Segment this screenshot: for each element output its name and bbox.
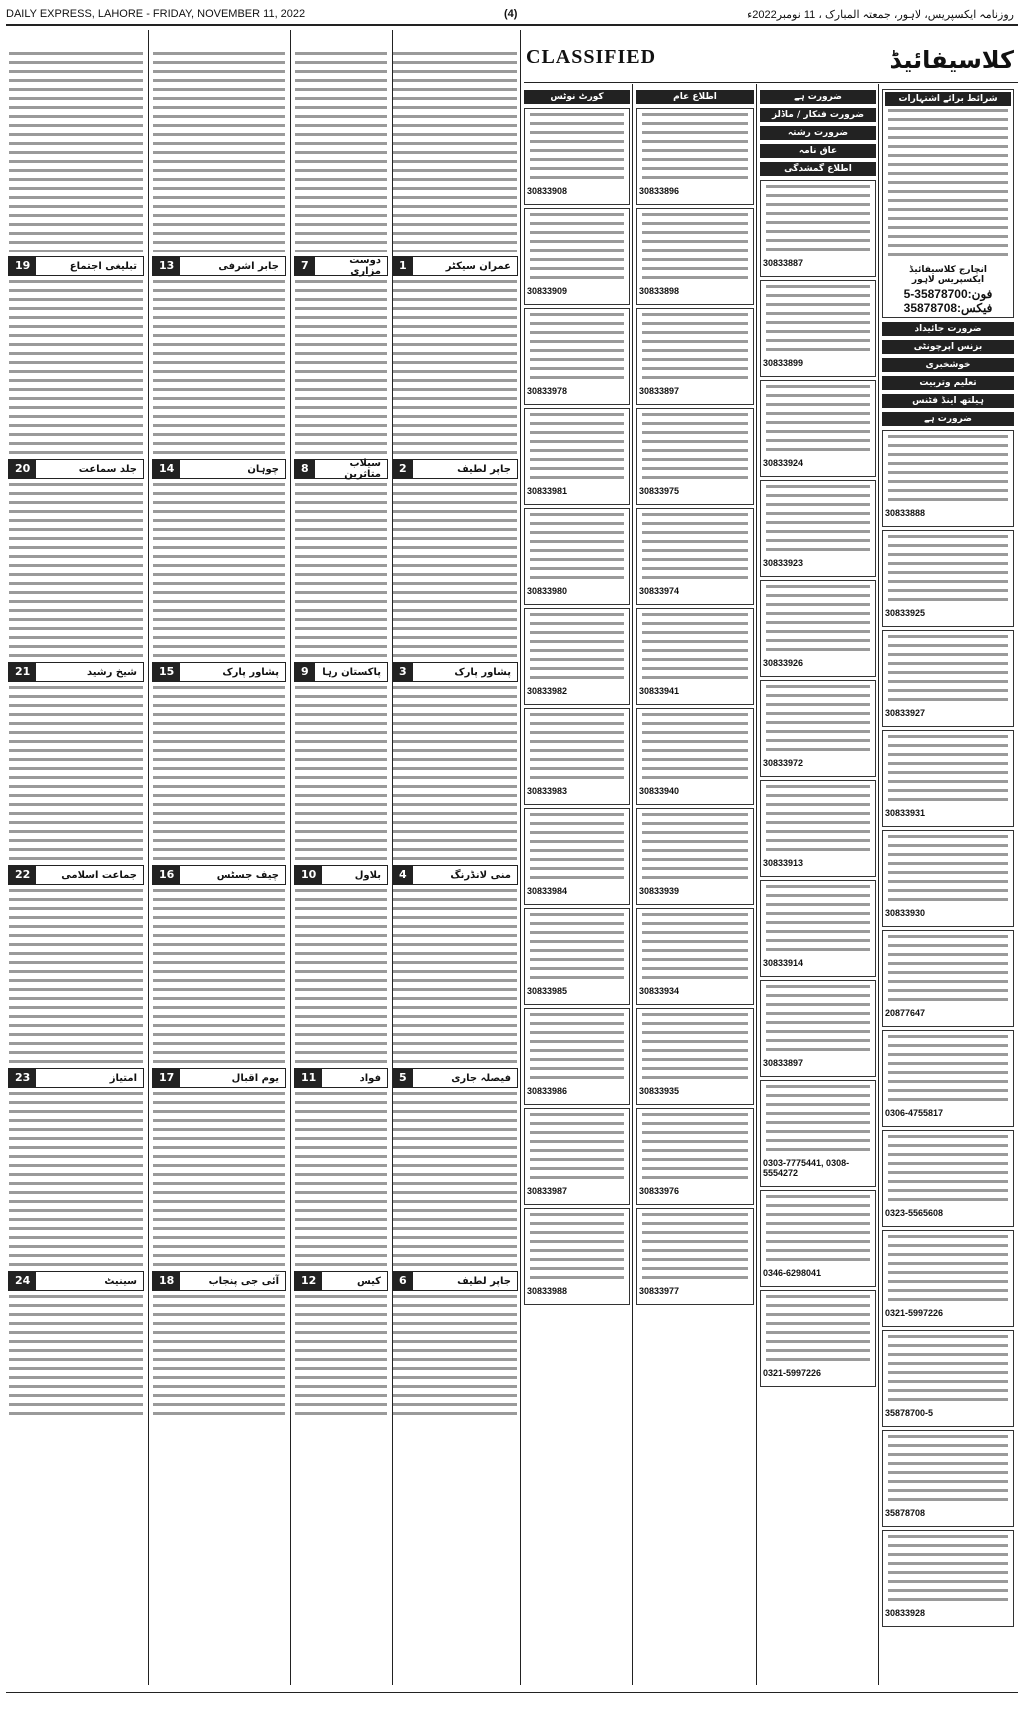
- ad-phone-number: 30833974: [639, 586, 680, 596]
- ad-phone-number: 30833983: [527, 786, 568, 796]
- classified-ad: [636, 508, 754, 605]
- section-number: 21: [9, 663, 36, 681]
- article-text: [642, 413, 748, 483]
- news-column-4: [6, 50, 146, 1685]
- ad-phone-number: 30833941: [639, 686, 680, 696]
- classified-ad: [882, 430, 1014, 527]
- section-number: 15: [153, 663, 180, 681]
- article-text: [9, 1092, 143, 1267]
- ad-phone-number: 30833935: [639, 1086, 680, 1096]
- article-text: [393, 1092, 517, 1267]
- ad-phone-number: 0323-5565608: [885, 1208, 944, 1218]
- article-text: [393, 686, 517, 861]
- section-title: جماعت اسلامی: [61, 869, 137, 881]
- article-text: [9, 280, 143, 455]
- ad-phone-number: 30833982: [527, 686, 568, 696]
- section-number: 16: [153, 866, 180, 884]
- ad-phone-number: 30833897: [639, 386, 680, 396]
- section-heading: [152, 865, 286, 885]
- article-text: [888, 1135, 1008, 1205]
- article-text: [642, 613, 748, 683]
- article-text: [766, 1085, 870, 1155]
- section-number: 14: [153, 460, 180, 478]
- classified-ad: [636, 1008, 754, 1105]
- section-title: فواد: [359, 1072, 381, 1084]
- classified-ad: [882, 930, 1014, 1027]
- col-sep-6: [756, 84, 757, 1685]
- article-text: [766, 885, 870, 955]
- section-number: 1: [393, 257, 413, 275]
- section-heading: [392, 459, 518, 479]
- classified-ad: [882, 730, 1014, 827]
- classified-ad: [882, 1330, 1014, 1427]
- section-heading: [8, 865, 144, 885]
- classified-ad: [636, 808, 754, 905]
- ad-phone-number: 30833931: [885, 808, 926, 818]
- ad-phone-number: 30833896: [639, 186, 680, 196]
- classified-ad: [760, 780, 876, 877]
- section-title: تبلیغی اجتماع: [69, 260, 137, 272]
- ad-phone-number: 0346-6298041: [763, 1268, 822, 1278]
- ads-column-1: [524, 86, 630, 1685]
- classified-ad: [636, 608, 754, 705]
- ad-category-heading: ضرورت ہے: [882, 412, 1014, 426]
- section-heading: [294, 1068, 388, 1088]
- section-number: 8: [295, 460, 315, 478]
- article-text: [766, 385, 870, 455]
- section-title: آئی جی پنجاب: [208, 1275, 279, 1287]
- section-number: 9: [295, 663, 315, 681]
- ad-category-heading: کورٹ نوٹس: [524, 90, 630, 104]
- ad-category-heading: اطلاع گمشدگی: [760, 162, 876, 176]
- article-text: [642, 313, 748, 383]
- section-title: جاپر لطیف: [457, 1275, 511, 1287]
- contact-fax: فیکس:35878708: [903, 301, 993, 315]
- ad-phone-number: 35878700-5: [885, 1408, 934, 1418]
- ad-phone-number: 30833914: [763, 958, 804, 968]
- article-text: [530, 1013, 624, 1083]
- classified-title-ur: کلاسیفائیڈ: [889, 46, 1014, 74]
- section-heading: [152, 662, 286, 682]
- ad-category-heading: عاق نامہ: [760, 144, 876, 158]
- ads-column-2: [636, 86, 754, 1685]
- ads-column-3: [760, 86, 876, 1685]
- classified-ad: [636, 1208, 754, 1305]
- article-text: [9, 1295, 143, 1415]
- ad-phone-number: 30833909: [527, 286, 568, 296]
- col-sep-7: [878, 84, 879, 1685]
- classified-ad: [882, 1030, 1014, 1127]
- article-text: [766, 785, 870, 855]
- ad-phone-number: 30833928: [885, 1608, 926, 1618]
- page-number: (4): [504, 8, 518, 20]
- section-title: سینیٹ: [104, 1275, 137, 1287]
- classified-ad: [636, 708, 754, 805]
- ad-category-heading: ہیلتھ اینڈ فٹنس: [882, 394, 1014, 408]
- col-sep-2: [290, 30, 291, 1685]
- classified-ad: [524, 1008, 630, 1105]
- classified-ad: [882, 1530, 1014, 1627]
- classified-ad: [524, 608, 630, 705]
- classified-ad: [760, 980, 876, 1077]
- article-text: [153, 1092, 285, 1267]
- article-text: [530, 313, 624, 383]
- article-text: [766, 185, 870, 255]
- article-text: [295, 1092, 387, 1267]
- article-text: [9, 52, 143, 252]
- section-title: دوست مزاری: [349, 255, 381, 277]
- section-title: چوہان: [247, 463, 279, 475]
- ad-phone-number: 30833925: [885, 608, 926, 618]
- article-text: [393, 483, 517, 658]
- section-title: بلاول: [354, 869, 381, 881]
- section-heading: [392, 1068, 518, 1088]
- ad-phone-number: 30833984: [527, 886, 568, 896]
- ad-phone-number: 30833976: [639, 1186, 680, 1196]
- section-number: 5: [393, 1069, 413, 1087]
- ad-phone-number: 30833975: [639, 486, 680, 496]
- classified-ad: [882, 1230, 1014, 1327]
- ad-phone-number: 30833908: [527, 186, 568, 196]
- classified-ad: [760, 1290, 876, 1387]
- article-text: [888, 935, 1008, 1005]
- classified-ad: [524, 408, 630, 505]
- ad-phone-number: 30833972: [763, 758, 804, 768]
- section-title: امتیاز: [109, 1072, 137, 1084]
- section-heading: [392, 256, 518, 276]
- article-text: [888, 435, 1008, 505]
- classified-ad: [636, 208, 754, 305]
- classified-ad: [524, 208, 630, 305]
- header-rule: [6, 24, 1018, 26]
- section-number: 19: [9, 257, 36, 275]
- ad-phone-number: 30833888: [885, 508, 926, 518]
- ad-category-heading: ضرورت جائیداد: [882, 322, 1014, 336]
- article-text: [9, 686, 143, 861]
- section-title: چیف جسٹس: [216, 869, 279, 881]
- classified-title-en: CLASSIFIED: [526, 46, 657, 68]
- article-text: [888, 835, 1008, 905]
- article-text: [295, 52, 387, 252]
- article-text: [393, 52, 517, 252]
- article-text: [530, 713, 624, 783]
- section-heading: [152, 1271, 286, 1291]
- article-text: [295, 483, 387, 658]
- section-number: 10: [295, 866, 322, 884]
- article-text: [766, 685, 870, 755]
- ad-category-heading: ضرورت رشتہ: [760, 126, 876, 140]
- ad-phone-number: 30833988: [527, 1286, 568, 1296]
- ad-phone-number: 30833927: [885, 708, 926, 718]
- article-text: [642, 1113, 748, 1183]
- section-title: یوم اقبال: [231, 1072, 279, 1084]
- ad-phone-number: 30833987: [527, 1186, 568, 1196]
- section-heading: [392, 865, 518, 885]
- article-text: [766, 985, 870, 1055]
- article-text: [153, 280, 285, 455]
- ad-phone-number: 30833985: [527, 986, 568, 996]
- article-text: [888, 735, 1008, 805]
- article-text: [888, 535, 1008, 605]
- news-column-3: [150, 50, 288, 1685]
- classified-ad: [760, 180, 876, 277]
- ads-column-4: [882, 86, 1014, 1685]
- ad-category-heading: تعلیم وتربیت: [882, 376, 1014, 390]
- header-left: DAILY EXPRESS, LAHORE - FRIDAY, NOVEMBER 11, 2022: [6, 8, 306, 20]
- classified-ad: [636, 408, 754, 505]
- article-text: [642, 113, 748, 183]
- section-heading: [392, 662, 518, 682]
- article-text: [888, 1035, 1008, 1105]
- article-text: [295, 686, 387, 861]
- section-number: 4: [393, 866, 413, 884]
- article-text: [530, 1113, 624, 1183]
- classified-ad: [760, 580, 876, 677]
- section-number: 3: [393, 663, 413, 681]
- section-heading: [152, 256, 286, 276]
- article-text: [295, 889, 387, 1064]
- article-text: [642, 1013, 748, 1083]
- ad-category-heading: اطلاع عام: [636, 90, 754, 104]
- article-text: [153, 483, 285, 658]
- article-text: [642, 913, 748, 983]
- classified-ad: [760, 480, 876, 577]
- ad-phone-number: 30833887: [763, 258, 804, 268]
- section-heading: [8, 662, 144, 682]
- classified-ad: [524, 808, 630, 905]
- section-title: سیلاب متاثرین: [344, 458, 381, 480]
- classified-ad: [882, 630, 1014, 727]
- article-text: [888, 1435, 1008, 1505]
- article-text: [153, 889, 285, 1064]
- col-sep-5: [632, 84, 633, 1685]
- ad-phone-number: 30833923: [763, 558, 804, 568]
- section-title: پشاور پارک: [454, 666, 511, 678]
- classified-ad: [882, 1430, 1014, 1527]
- classified-ad: [524, 308, 630, 405]
- section-heading: [294, 459, 388, 479]
- section-title: شیخ رشید: [86, 666, 137, 678]
- section-number: 18: [153, 1272, 180, 1290]
- section-number: 11: [295, 1069, 322, 1087]
- article-text: [295, 1295, 387, 1415]
- classified-ad: [524, 908, 630, 1005]
- article-text: [888, 1235, 1008, 1305]
- section-number: 13: [153, 257, 180, 275]
- ad-phone-number: 30833898: [639, 286, 680, 296]
- section-heading: [152, 1068, 286, 1088]
- section-number: 7: [295, 257, 315, 275]
- classified-ad: [636, 1108, 754, 1205]
- article-text: [530, 913, 624, 983]
- classified-ad: [524, 1108, 630, 1205]
- ad-phone-number: 30833981: [527, 486, 568, 496]
- classified-ad: [760, 1080, 876, 1187]
- section-heading: [152, 459, 286, 479]
- section-number: 2: [393, 460, 413, 478]
- classified-ad: [882, 830, 1014, 927]
- article-text: [530, 513, 624, 583]
- ad-phone-number: 0303-7775441, 0308-5554272: [763, 1158, 850, 1178]
- article-text: [642, 1213, 748, 1283]
- section-title: جاپر لطیف: [457, 463, 511, 475]
- footer-rule: [6, 1692, 1018, 1693]
- classified-ad: [636, 908, 754, 1005]
- ad-phone-number: 35878708: [885, 1508, 926, 1518]
- classified-ad: [882, 1130, 1014, 1227]
- classified-ad: [524, 708, 630, 805]
- article-text: [766, 1195, 870, 1265]
- article-text: [766, 1295, 870, 1365]
- section-title: عمران سیکٹر: [445, 260, 511, 272]
- article-text: [9, 889, 143, 1064]
- rates-title: شرائط برائے اشتہارات: [885, 92, 1011, 106]
- classified-ad: [524, 1208, 630, 1305]
- section-heading: [294, 1271, 388, 1291]
- section-title: کیس: [356, 1275, 381, 1287]
- section-title: پشاور پارک: [222, 666, 279, 678]
- article-text: [642, 213, 748, 283]
- ad-phone-number: 30833978: [527, 386, 568, 396]
- section-heading: [8, 459, 144, 479]
- article-text: [530, 813, 624, 883]
- header-right: روزنامہ ایکسپریس، لاہور، جمعتہ المبارک ، 11 نومبر2022ء: [747, 9, 1014, 21]
- article-text: [530, 613, 624, 683]
- section-number: 20: [9, 460, 36, 478]
- section-title: جابر اشرفی: [218, 260, 279, 272]
- col-sep-4: [520, 30, 521, 1685]
- section-heading: [392, 1271, 518, 1291]
- classified-ad: [524, 108, 630, 205]
- section-number: 17: [153, 1069, 180, 1087]
- rates-text: [888, 109, 1008, 259]
- contact-phone: فون:35878700-5: [903, 287, 993, 301]
- article-text: [295, 280, 387, 455]
- col-sep-1: [148, 30, 149, 1685]
- ad-phone-number: 0321-5997226: [763, 1368, 822, 1378]
- classified-ad: [636, 108, 754, 205]
- section-number: 24: [9, 1272, 36, 1290]
- news-column-2: [292, 50, 390, 1685]
- article-text: [530, 113, 624, 183]
- section-heading: [294, 865, 388, 885]
- section-title: منی لانڈرنگ: [450, 869, 511, 881]
- classified-ad: [760, 280, 876, 377]
- section-heading: [294, 662, 388, 682]
- article-text: [393, 889, 517, 1064]
- section-number: 23: [9, 1069, 36, 1087]
- section-title: فیصلہ جاری: [451, 1072, 511, 1084]
- ad-phone-number: 0321-5997226: [885, 1308, 944, 1318]
- ad-phone-number: 30833930: [885, 908, 926, 918]
- section-heading: [8, 1068, 144, 1088]
- news-column-1: [390, 50, 520, 1685]
- ad-phone-number: 30833934: [639, 986, 680, 996]
- article-text: [642, 713, 748, 783]
- article-text: [642, 813, 748, 883]
- article-text: [9, 483, 143, 658]
- ad-phone-number: 30833980: [527, 586, 568, 596]
- article-text: [766, 485, 870, 555]
- ad-phone-number: 30833897: [763, 1058, 804, 1068]
- ad-category-heading: بزنس اپرچونٹی: [882, 340, 1014, 354]
- ad-phone-number: 30833913: [763, 858, 804, 868]
- section-number: 22: [9, 866, 36, 884]
- ad-phone-number: 30833940: [639, 786, 680, 796]
- classified-ad: [760, 680, 876, 777]
- rates-box: [882, 89, 1014, 318]
- article-text: [766, 285, 870, 355]
- classified-ad: [760, 380, 876, 477]
- article-text: [888, 1335, 1008, 1405]
- article-text: [888, 1535, 1008, 1605]
- article-text: [530, 1213, 624, 1283]
- article-text: [530, 413, 624, 483]
- article-text: [393, 280, 517, 455]
- classified-ad: [524, 508, 630, 605]
- classified-ad: [760, 880, 876, 977]
- classified-rule: [524, 82, 1018, 83]
- ad-phone-number: 30833924: [763, 458, 804, 468]
- article-text: [530, 213, 624, 283]
- ad-category-heading: ضرورت فنکار / ماڈلز: [760, 108, 876, 122]
- classified-ad: [636, 308, 754, 405]
- article-text: [642, 513, 748, 583]
- article-text: [153, 1295, 285, 1415]
- article-text: [766, 585, 870, 655]
- article-text: [393, 1295, 517, 1415]
- ad-phone-number: 30833977: [639, 1286, 680, 1296]
- section-heading: [8, 1271, 144, 1291]
- ad-category-heading: ضرورت ہے: [760, 90, 876, 104]
- ad-phone-number: 20877647: [885, 1008, 926, 1018]
- article-text: [888, 635, 1008, 705]
- section-heading: [8, 256, 144, 276]
- classified-ad: [760, 1190, 876, 1287]
- section-heading: [294, 256, 388, 276]
- article-text: [153, 686, 285, 861]
- contact-intro: انچارج کلاسیفائیڈ ایکسپریس لاہور: [909, 265, 987, 285]
- section-title: جلد سماعت: [78, 463, 137, 475]
- ad-category-heading: خوشخبری: [882, 358, 1014, 372]
- ad-phone-number: 0306-4755817: [885, 1108, 944, 1118]
- section-title: پاکستان رہا: [322, 666, 381, 678]
- section-number: 6: [393, 1272, 413, 1290]
- ad-phone-number: 30833899: [763, 358, 804, 368]
- ad-phone-number: 30833939: [639, 886, 680, 896]
- ad-phone-number: 30833926: [763, 658, 804, 668]
- article-text: [153, 52, 285, 252]
- classified-ad: [882, 530, 1014, 627]
- ad-phone-number: 30833986: [527, 1086, 568, 1096]
- section-number: 12: [295, 1272, 322, 1290]
